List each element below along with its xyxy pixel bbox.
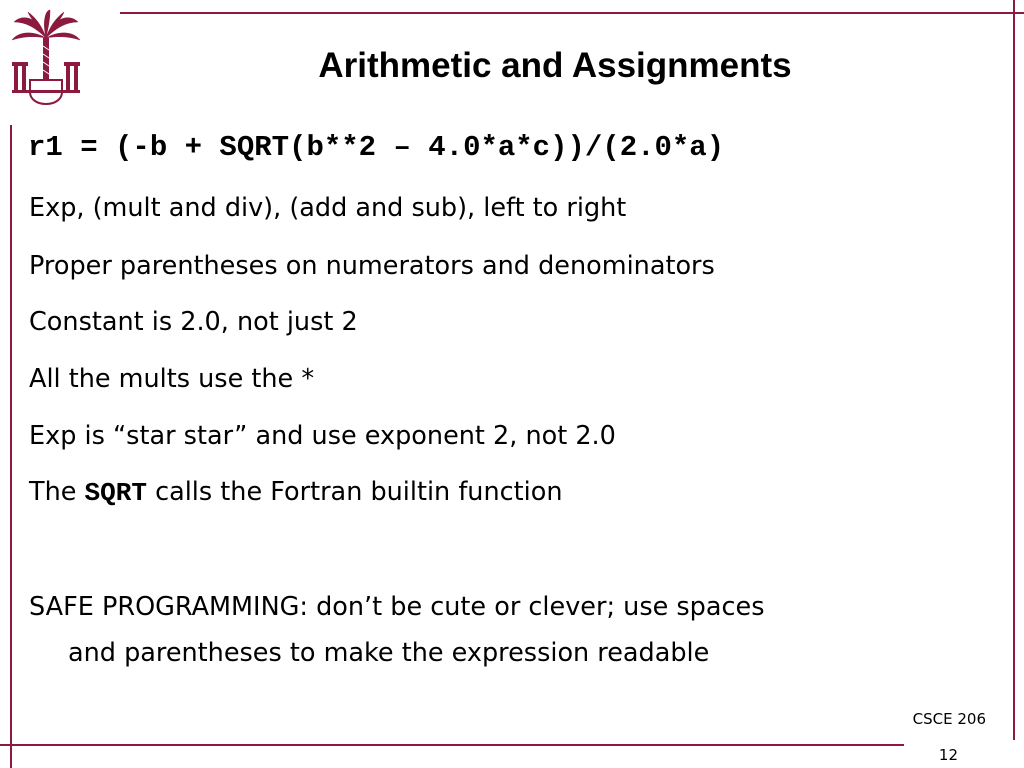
slide-title: Arithmetic and Assignments xyxy=(318,46,792,85)
bullet-sqrt xyxy=(29,474,563,511)
frame-right-line xyxy=(1013,0,1015,740)
bullet-sqrt-prefix: The xyxy=(29,477,85,507)
bullet-constant: Constant is 2.0, not just 2 xyxy=(29,307,358,337)
frame-left-line xyxy=(10,125,12,768)
sqrt-code-token: SQRT xyxy=(84,478,147,508)
bullet-parentheses: Proper parentheses on numerators and denominators xyxy=(29,251,715,281)
bullet-safe-programming xyxy=(29,589,979,671)
safe-programming-line-2: and parentheses to make the expression readable xyxy=(68,638,710,668)
code-expression: r1 = (-b + SQRT(b**2 – 4.0*a*c))/(2.0*a) xyxy=(28,131,725,164)
footer-course-label: CSCE 206 xyxy=(912,710,986,728)
safe-programming-line-1: SAFE PROGRAMMING: don’t be cute or clever; use spaces xyxy=(29,592,765,622)
frame-bottom-line xyxy=(0,744,904,746)
frame-top-line xyxy=(120,12,1024,14)
bullet-exponent: Exp is “star star” and use exponent 2, not 2.0 xyxy=(29,421,616,451)
footer-page-number: 12 xyxy=(938,746,958,764)
bullet-operator-precedence: Exp, (mult and div), (add and sub), left to right xyxy=(29,193,627,223)
bullet-sqrt-suffix: calls the Fortran builtin function xyxy=(146,477,563,507)
bullet-mults: All the mults use the * xyxy=(29,364,315,394)
palmetto-tree-logo-icon xyxy=(8,8,84,106)
